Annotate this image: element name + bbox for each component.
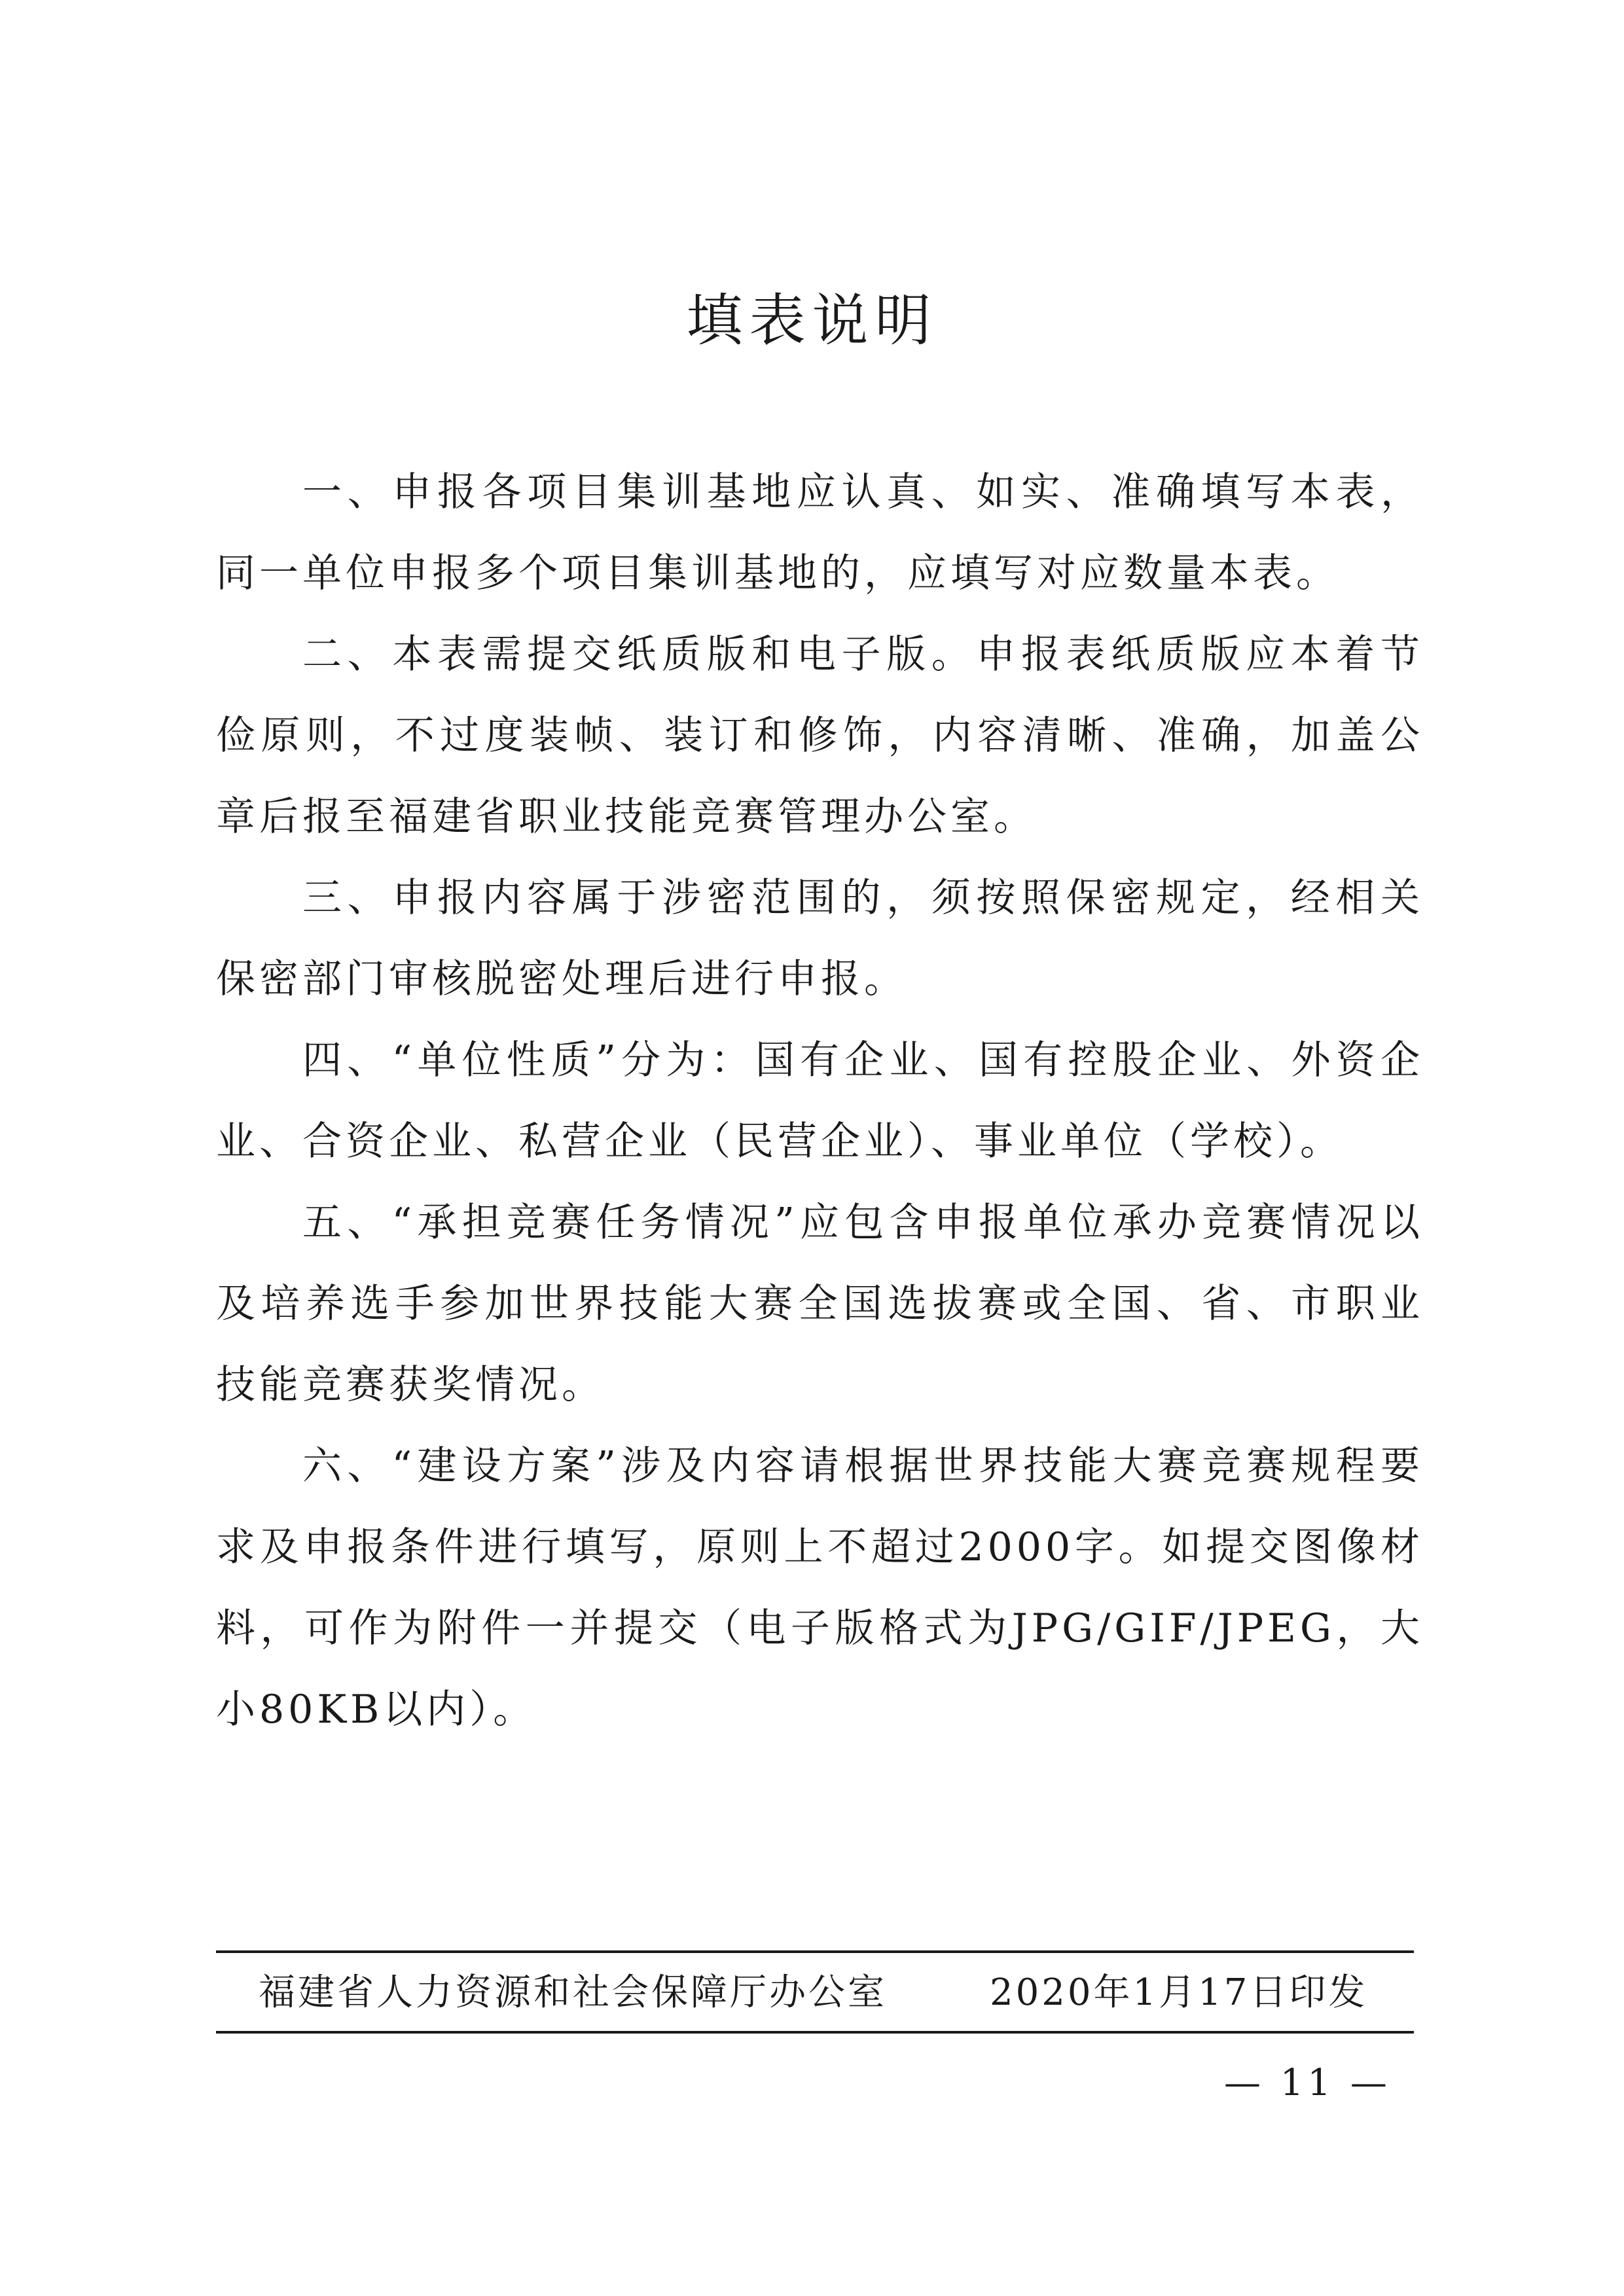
page-title: 填表说明	[686, 288, 938, 353]
footer-bottom-rule	[216, 2031, 1414, 2034]
footer-top-rule	[216, 1950, 1414, 1953]
instruction-paragraph-5: 五、“承担竞赛任务情况”应包含申报单位承办竞赛情况以及培养选手参加世界技能大赛全国选拔赛或全国、省、市职业技能竞赛获奖情况。	[216, 1200, 1424, 1408]
instruction-paragraph-1: 一、申报各项目集训基地应认真、如实、准确填写本表，同一单位申报多个项目集训基地的，应填写对应数量本表。	[216, 469, 1424, 596]
instructions-body	[216, 452, 1424, 1750]
instruction-paragraph-3: 三、申报内容属于涉密范围的，须按照保密规定，经相关保密部门审核脱密处理后进行申报。	[216, 875, 1424, 1002]
footer-issuer: 福建省人力资源和社会保障厅办公室	[259, 1971, 887, 2014]
footer-issue-date: 2020年1月17日印发	[990, 1971, 1368, 2014]
instruction-paragraph-4: 四、“单位性质”分为：国有企业、国有控股企业、外资企业、合资企业、私营企业（民营企业）、事业单位（学校）。	[216, 1037, 1424, 1164]
page-number: — 11 —	[1224, 2062, 1391, 2104]
instruction-paragraph-2: 二、本表需提交纸质版和电子版。申报表纸质版应本着节俭原则，不过度装帧、装订和修饰，内容清晰、准确，加盖公章后报至福建省职业技能竞赛管理办公室。	[216, 632, 1424, 840]
instruction-paragraph-6: 六、“建设方案”涉及内容请根据世界技能大赛竞赛规程要求及申报条件进行填写，原则上不超过2000字。如提交图像材料，可作为附件一并提交（电子版格式为JPG/GIF/JPEG，大小80KB以内）。	[216, 1443, 1424, 1732]
